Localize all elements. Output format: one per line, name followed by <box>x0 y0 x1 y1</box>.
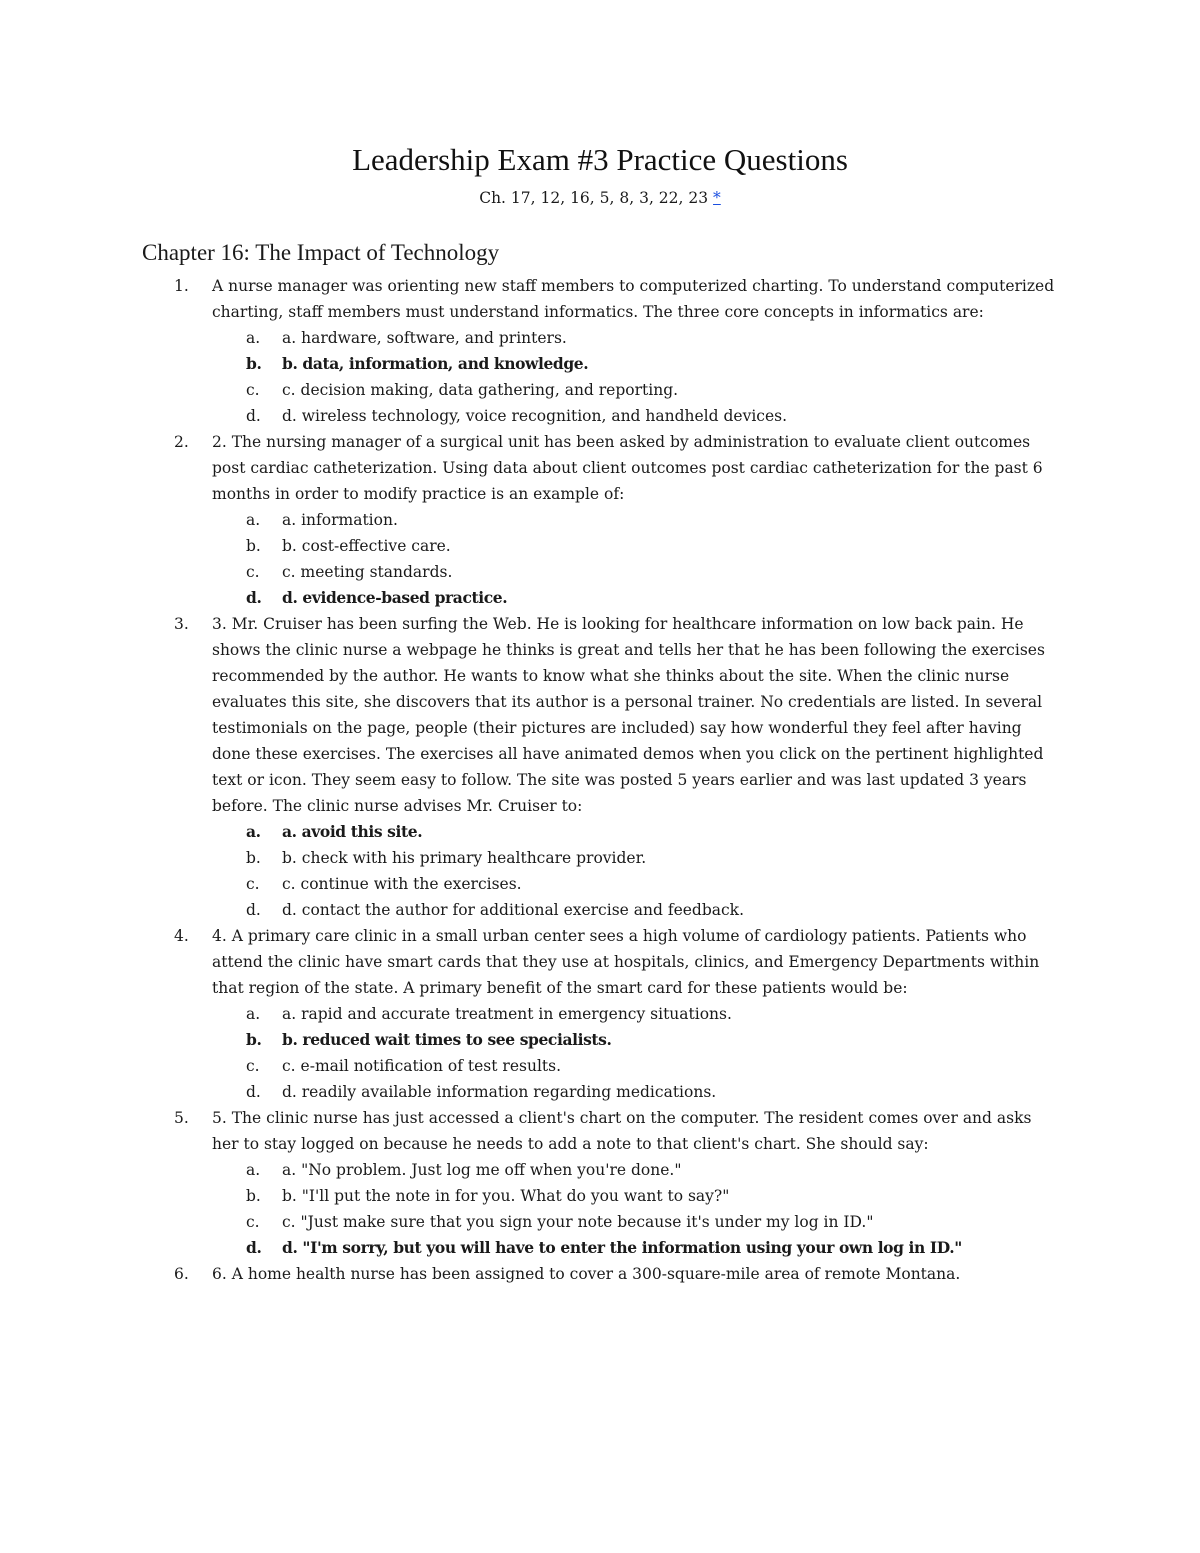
option-letter: a. <box>246 511 261 529</box>
option-letter: c. <box>246 1057 260 1075</box>
answer-option <box>0 1157 1200 1183</box>
option-text: c. "Just make sure that you sign your note because it's under my log in ID." <box>282 1213 874 1231</box>
option-letter: a. <box>246 1005 261 1023</box>
option-text: d. evidence-based practice. <box>282 588 508 607</box>
option-text: b. data, information, and knowledge. <box>282 354 589 373</box>
option-letter: b. <box>246 849 261 867</box>
subtitle-text: Ch. 17, 12, 16, 5, 8, 3, 22, 23 <box>479 189 709 207</box>
page-title: Leadership Exam #3 Practice Questions <box>352 142 848 177</box>
answer-option <box>0 1183 1200 1209</box>
option-text: a. information. <box>282 511 398 529</box>
option-text: c. meeting standards. <box>282 563 453 581</box>
answer-option <box>0 871 1200 897</box>
answer-option-correct <box>0 351 1200 377</box>
answer-option <box>0 403 1200 429</box>
answer-option <box>0 1209 1200 1235</box>
option-text: c. continue with the exercises. <box>282 875 522 893</box>
chapter-heading: Chapter 16: The Impact of Technology <box>142 240 500 265</box>
question-item <box>0 1105 1200 1261</box>
option-letter: b. <box>246 354 262 373</box>
footnote-link[interactable]: * <box>713 189 721 207</box>
question-text: 5. The clinic nurse has just accessed a client's chart on the computer. The resident comes over and asks her to stay logged on because he needs to add a note to that client's chart. She should say: <box>212 1109 1032 1153</box>
option-text: a. rapid and accurate treatment in emergency situations. <box>282 1005 732 1023</box>
chapter-list-subtitle <box>0 186 1200 210</box>
option-text: a. hardware, software, and printers. <box>282 329 567 347</box>
answer-option <box>0 325 1200 351</box>
answer-option-correct <box>0 1235 1200 1261</box>
question-text: 6. A home health nurse has been assigned to cover a 300-square-mile area of remote Montana. <box>212 1265 961 1283</box>
option-letter: d. <box>246 407 261 425</box>
option-letter: a. <box>246 822 261 841</box>
question-text: A nurse manager was orienting new staff members to computerized charting. To understand computerized charting, staff members must understand informatics. The three core concepts in informatics are: <box>212 277 1055 321</box>
option-letter: c. <box>246 381 260 399</box>
option-letter: a. <box>246 1161 261 1179</box>
answer-option <box>0 845 1200 871</box>
question-item <box>0 611 1200 923</box>
option-text: d. contact the author for additional exercise and feedback. <box>282 901 744 919</box>
question-number: 2. <box>174 433 189 451</box>
answer-option-correct <box>0 1027 1200 1053</box>
option-letter: b. <box>246 537 261 555</box>
option-text: d. readily available information regarding medications. <box>282 1083 717 1101</box>
question-number: 3. <box>174 615 189 633</box>
option-letter: c. <box>246 1213 260 1231</box>
answer-option <box>0 1079 1200 1105</box>
question-text: 2. The nursing manager of a surgical unit has been asked by administration to evaluate client outcomes post cardiac catheterization. Using data about client outcomes post cardiac catheterization for the past 6 months in order to modify practice is an example of: <box>212 433 1043 503</box>
option-letter: c. <box>246 875 260 893</box>
option-text: a. "No problem. Just log me off when you're done." <box>282 1161 682 1179</box>
question-item <box>0 1261 1200 1287</box>
question-item <box>0 429 1200 611</box>
answer-option <box>0 377 1200 403</box>
option-text: b. check with his primary healthcare provider. <box>282 849 647 867</box>
option-letter: d. <box>246 901 261 919</box>
option-text: d. "I'm sorry, but you will have to enter the information using your own log in ID." <box>282 1238 962 1257</box>
answer-option <box>0 507 1200 533</box>
option-letter: d. <box>246 588 262 607</box>
option-letter: d. <box>246 1238 262 1257</box>
question-item <box>0 273 1200 429</box>
question-number: 6. <box>174 1265 189 1283</box>
question-number: 1. <box>174 277 189 295</box>
option-text: d. wireless technology, voice recognition, and handheld devices. <box>282 407 788 425</box>
answer-option <box>0 533 1200 559</box>
answer-option-correct <box>0 585 1200 611</box>
answer-option-correct <box>0 819 1200 845</box>
answer-option <box>0 897 1200 923</box>
answer-option <box>0 1001 1200 1027</box>
option-text: c. decision making, data gathering, and reporting. <box>282 381 679 399</box>
question-list <box>0 273 1200 1287</box>
option-letter: b. <box>246 1030 262 1049</box>
question-number: 5. <box>174 1109 189 1127</box>
question-text: 3. Mr. Cruiser has been surfing the Web. He is looking for healthcare information on low back pain. He shows the clinic nurse a webpage he thinks is great and tells her that he has been following the exercises recommended by the author. He wants to know what she thinks about the site. When the clinic nurse evaluates this site, she discovers that its author is a personal trainer. No credentials are listed. In several testimonials on the page, people (their pictures are included) say how wonderful they feel after having done these exercises. The exercises all have animated demos when you click on the pertinent highlighted text or icon. They seem easy to follow. The site was posted 5 years earlier and was last updated 3 years before. The clinic nurse advises Mr. Cruiser to: <box>212 615 1045 815</box>
answer-option <box>0 559 1200 585</box>
question-item <box>0 923 1200 1105</box>
option-letter: a. <box>246 329 261 347</box>
option-text: b. "I'll put the note in for you. What do you want to say?" <box>282 1187 730 1205</box>
option-text: c. e-mail notification of test results. <box>282 1057 562 1075</box>
option-text: a. avoid this site. <box>282 822 423 841</box>
option-text: b. reduced wait times to see specialists. <box>282 1030 612 1049</box>
question-text: 4. A primary care clinic in a small urban center sees a high volume of cardiology patients. Patients who attend the clinic have smart cards that they use at hospitals, clinics, and Emergency Departments within that region of the state. A primary benefit of the smart card for these patients would be: <box>212 927 1040 997</box>
option-letter: c. <box>246 563 260 581</box>
option-letter: b. <box>246 1187 261 1205</box>
question-number: 4. <box>174 927 189 945</box>
answer-option <box>0 1053 1200 1079</box>
option-text: b. cost-effective care. <box>282 537 451 555</box>
option-letter: d. <box>246 1083 261 1101</box>
